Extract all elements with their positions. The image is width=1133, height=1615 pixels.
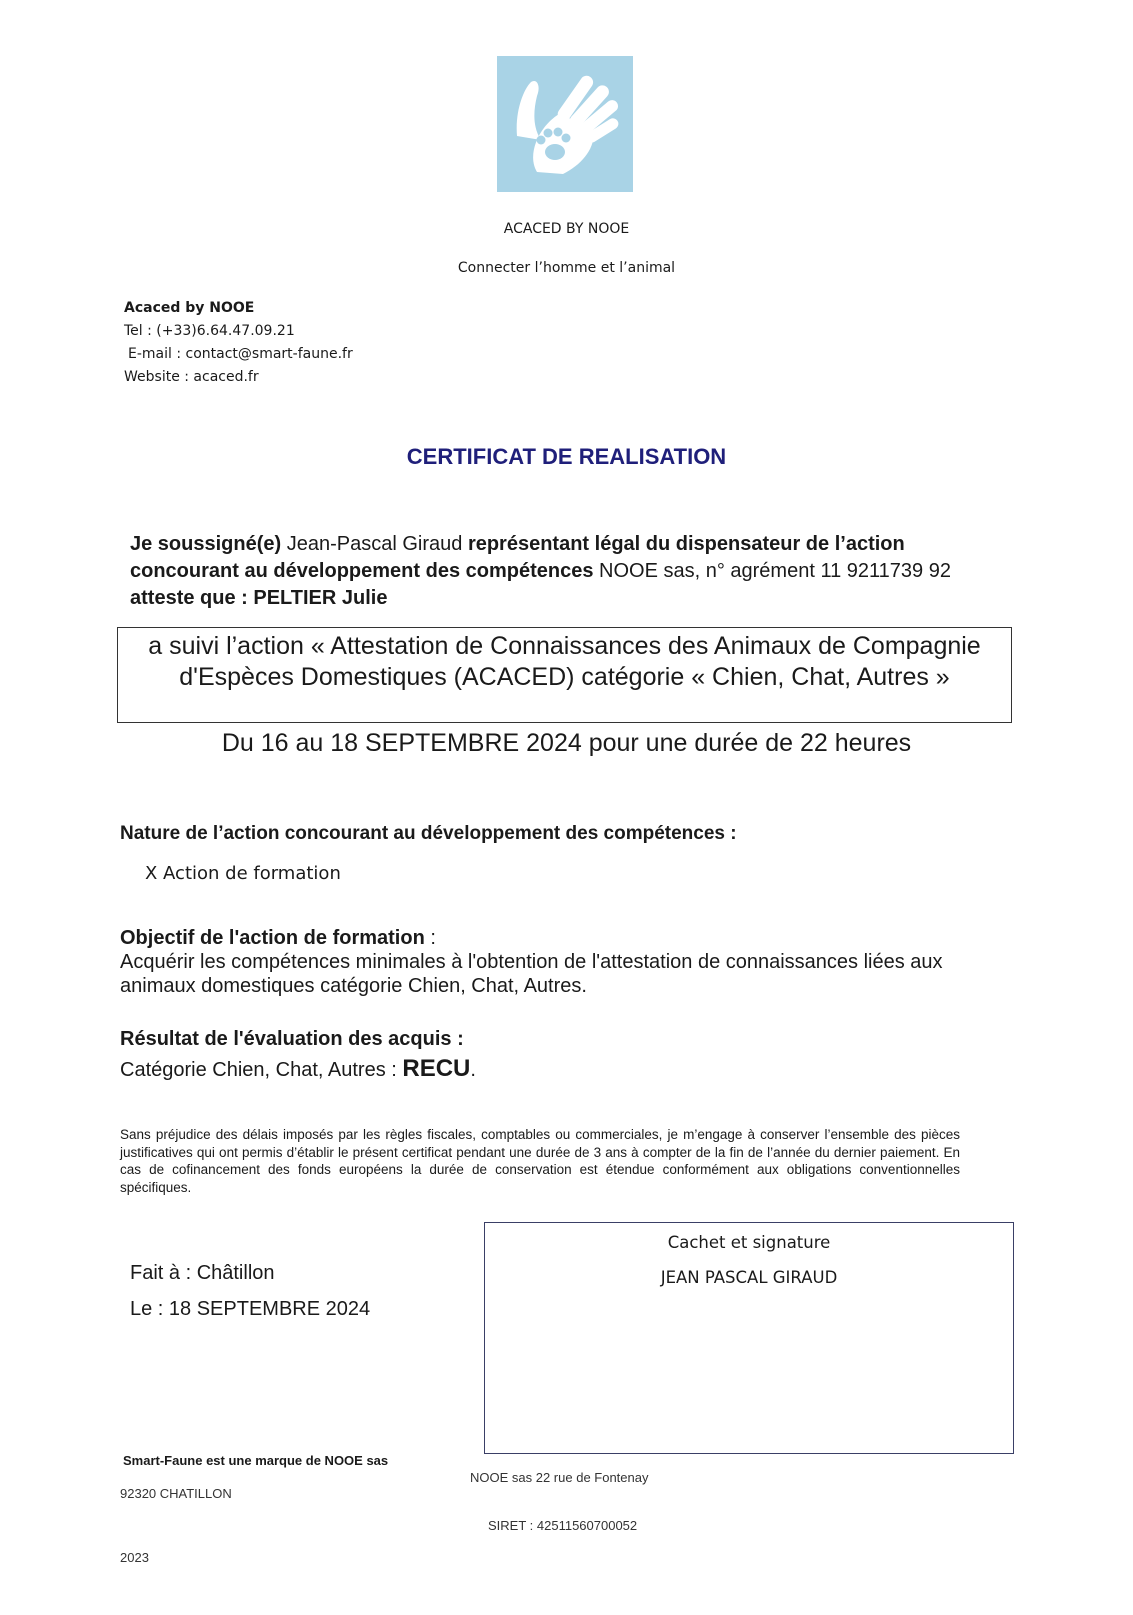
hand-paw-logo-icon [497, 56, 633, 192]
disclaimer-text: Sans préjudice des délais imposés par les règles fiscales, comptables ou commerciales, je m’engage à conserver l’ensemble des pièces justificatives qui ont permis d’établir le présent certificat pendant une durée de 3 ans à compter de la fin de l’année du dernier paiement. En cas de cofinancement des fonds européens la durée de conservation est étendue conformément aux obligations conventionnelles spécifiques. [120, 1127, 960, 1195]
declaration-attests: atteste que : PELTIER Julie [130, 587, 388, 609]
contact-email: E-mail : contact@smart-faune.fr [128, 346, 353, 362]
footer-city: 92320 CHATILLON [120, 1486, 232, 1501]
action-box [117, 627, 1012, 723]
contact-phone: Tel : (+33)6.64.47.09.21 [124, 323, 295, 339]
objective-heading: Objectif de l'action de formation [120, 927, 425, 949]
result-value: RECU [402, 1055, 471, 1082]
contact-website: Website : acaced.fr [124, 369, 259, 385]
signature-label: Cachet et signature [667, 1233, 831, 1252]
result-heading: Résultat de l'évaluation des acquis : [120, 1028, 464, 1050]
objective-section [120, 926, 1020, 998]
declaration-signatory: Jean-Pascal Giraud [281, 533, 468, 555]
result-section [120, 1024, 476, 1085]
nature-option: X Action de formation [145, 863, 341, 884]
declaration-role: représentant légal du dispensateur de l’action concourant au développement des compétences [130, 533, 905, 582]
contact-block [124, 297, 353, 389]
objective-colon: : [424, 927, 436, 949]
footer-brand-note: Smart-Faune est une marque de NOOE sas [123, 1453, 389, 1468]
footer-siret: SIRET : 42511560700052 [488, 1518, 638, 1533]
objective-text: Acquérir les compétences minimales à l'obtention de l'attestation de connaissances liées aux animaux domestiques catégorie Chien, Chat, Autres. [120, 951, 943, 997]
action-dates: Du 16 au 18 SEPTEMBRE 2024 pour une durée de 22 heures [221, 729, 912, 757]
declaration-paragraph [130, 531, 1000, 612]
signature-box [484, 1222, 1014, 1454]
declaration-company: NOOE sas, n° agrément 11 9211739 92 [593, 560, 951, 582]
signed-place: Fait à : Châtillon [130, 1262, 275, 1284]
signature-name: JEAN PASCAL GIRAUD [660, 1268, 838, 1287]
result-category: Catégorie Chien, Chat, Autres : [120, 1059, 403, 1081]
result-end: . [470, 1059, 476, 1081]
footer-year: 2023 [120, 1550, 149, 1565]
contact-name: Acaced by NOOE [124, 300, 255, 316]
action-text: a suivi l’action « Attestation de Connaissances des Animaux de Compagnie d'Espèces Domestiques (ACACED) catégorie « Chien, Chat, Autres » [148, 632, 981, 691]
brand-name: ACACED BY NOOE [503, 221, 630, 237]
brand-tagline: Connecter l’homme et l’animal [457, 260, 676, 276]
signed-date: Le : 18 SEPTEMBRE 2024 [130, 1298, 371, 1320]
certificate-title: CERTIFICAT DE REALISATION [406, 444, 727, 469]
nature-heading: Nature de l’action concourant au développement des compétences : [120, 823, 737, 844]
declaration-intro: Je soussigné(e) [130, 533, 282, 555]
footer-address: NOOE sas 22 rue de Fontenay [470, 1470, 649, 1485]
